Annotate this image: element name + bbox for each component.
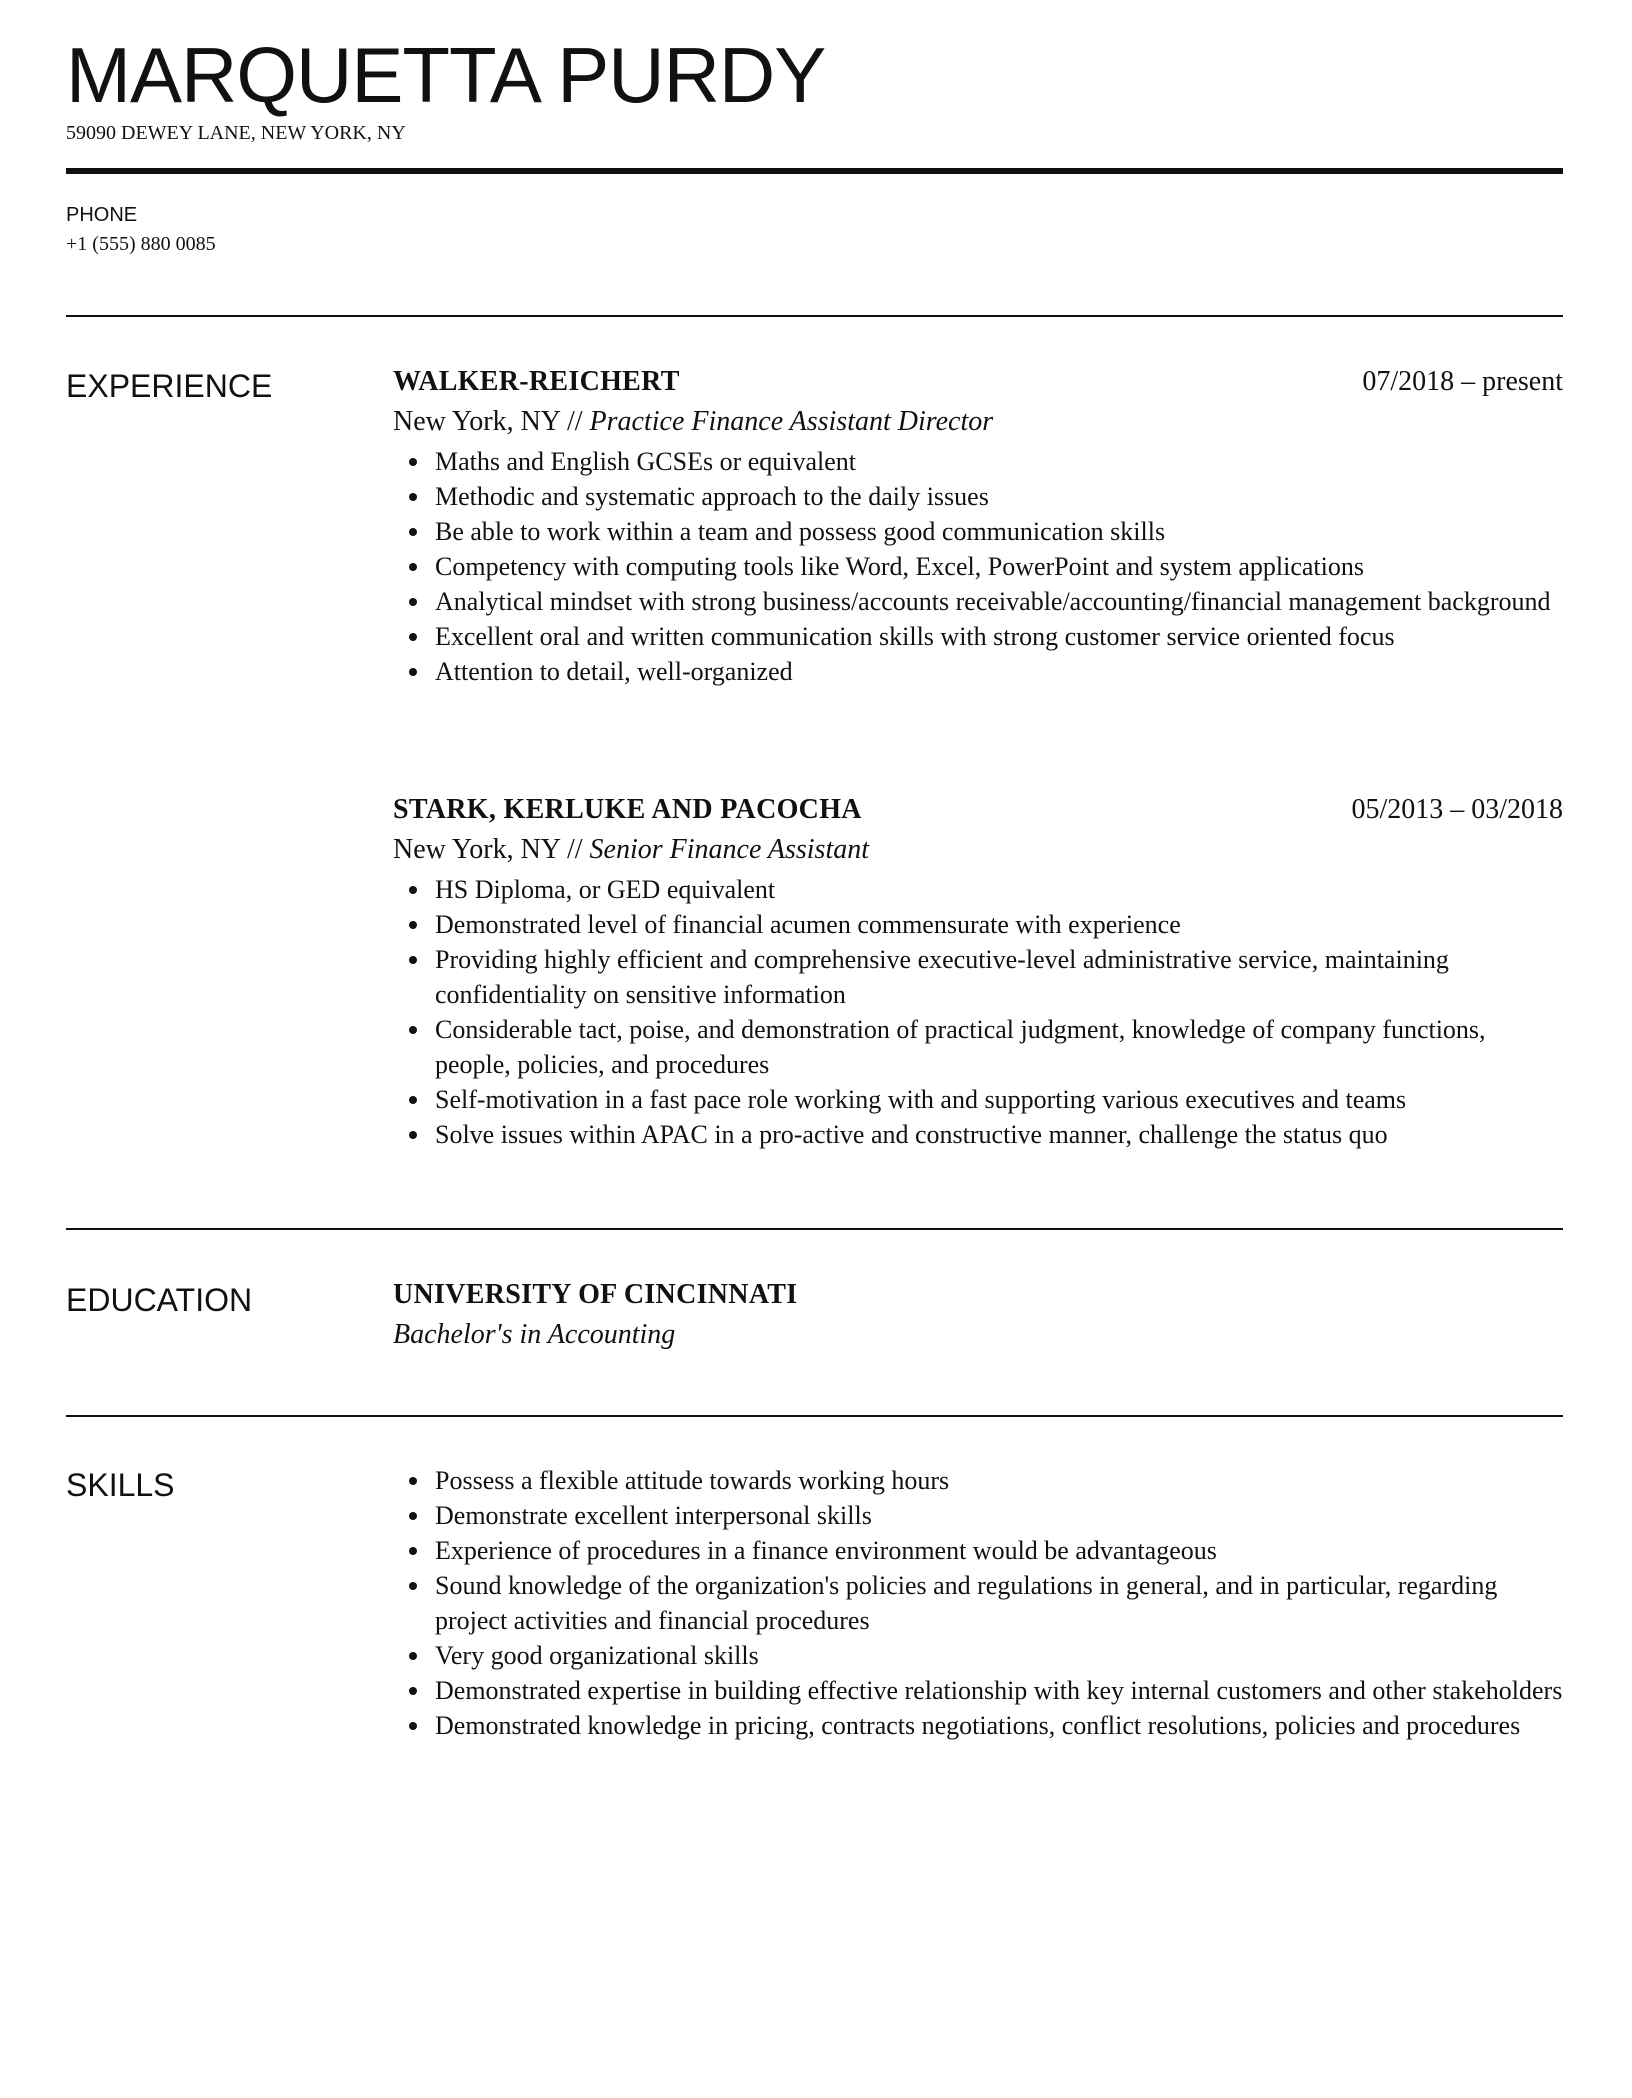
list-item: Providing highly efficient and comprehensive executive-level administrative service, maintaining confidentiality on sensitive information (393, 942, 1563, 1012)
list-item: Demonstrated level of financial acumen commensurate with experience (393, 907, 1563, 942)
candidate-address: 59090 DEWEY LANE, NEW YORK, NY (66, 122, 406, 144)
job-entry (393, 362, 1563, 689)
list-item: Methodic and systematic approach to the daily issues (393, 479, 1563, 514)
job-bullets (393, 872, 1563, 1152)
skills-list (393, 1463, 1563, 1743)
list-item: Attention to detail, well-organized (393, 654, 1563, 689)
list-item: Sound knowledge of the organization's policies and regulations in general, and in particular, regarding project activities and financial procedures (393, 1568, 1563, 1638)
job-location: New York, NY (393, 406, 560, 437)
candidate-name: MARQUETTA PURDY (66, 31, 826, 119)
job-subline (393, 402, 1563, 442)
degree-name: Bachelor's in Accounting (393, 1319, 676, 1350)
education-heading: EDUCATION (66, 1282, 253, 1318)
job-header (393, 362, 1563, 402)
section-divider (66, 1228, 1563, 1230)
job-location: New York, NY (393, 834, 560, 865)
experience-heading: EXPERIENCE (66, 368, 273, 404)
list-item: Self-motivation in a fast pace role working with and supporting various executives and teams (393, 1082, 1563, 1117)
list-item: Competency with computing tools like Word, Excel, PowerPoint and system applications (393, 549, 1563, 584)
job-company: WALKER-REICHERT (393, 366, 680, 397)
list-item: Maths and English GCSEs or equivalent (393, 444, 1563, 479)
job-header (393, 790, 1563, 830)
list-item: Analytical mindset with strong business/accounts receivable/accounting/financial management background (393, 584, 1563, 619)
job-dates: 07/2018 – present (1362, 366, 1563, 397)
list-item: Demonstrate excellent interpersonal skills (393, 1498, 1563, 1533)
phone-value: +1 (555) 880 0085 (66, 233, 216, 255)
job-role: Senior Finance Assistant (589, 834, 870, 865)
list-item: Very good organizational skills (393, 1638, 1563, 1673)
list-item: Be able to work within a team and possess good communication skills (393, 514, 1563, 549)
section-divider (66, 1415, 1563, 1417)
phone-label: PHONE (66, 204, 138, 226)
list-item: Considerable tact, poise, and demonstration of practical judgment, knowledge of company functions, people, policies, and procedures (393, 1012, 1563, 1082)
job-subline (393, 830, 1563, 870)
education-entry (393, 1275, 1563, 1355)
list-item: Possess a flexible attitude towards working hours (393, 1463, 1563, 1498)
job-separator: // (559, 834, 590, 865)
school-name: UNIVERSITY OF CINCINNATI (393, 1279, 798, 1310)
job-separator: // (559, 406, 590, 437)
list-item: Experience of procedures in a finance environment would be advantageous (393, 1533, 1563, 1568)
list-item: Demonstrated expertise in building effective relationship with key internal customers and other stakeholders (393, 1673, 1563, 1708)
list-item: Excellent oral and written communication skills with strong customer service oriented focus (393, 619, 1563, 654)
list-item: HS Diploma, or GED equivalent (393, 872, 1563, 907)
job-bullets (393, 444, 1563, 689)
skills-entry (393, 1463, 1563, 1743)
job-company: STARK, KERLUKE AND PACOCHA (393, 794, 862, 825)
list-item: Solve issues within APAC in a pro-active and constructive manner, challenge the status quo (393, 1117, 1563, 1152)
skills-heading: SKILLS (66, 1467, 175, 1503)
section-divider (66, 315, 1563, 317)
job-role: Practice Finance Assistant Director (589, 406, 994, 437)
list-item: Demonstrated knowledge in pricing, contracts negotiations, conflict resolutions, policies and procedures (393, 1708, 1563, 1743)
job-dates: 05/2013 – 03/2018 (1351, 794, 1563, 825)
job-entry (393, 790, 1563, 1152)
header-divider (66, 168, 1563, 174)
